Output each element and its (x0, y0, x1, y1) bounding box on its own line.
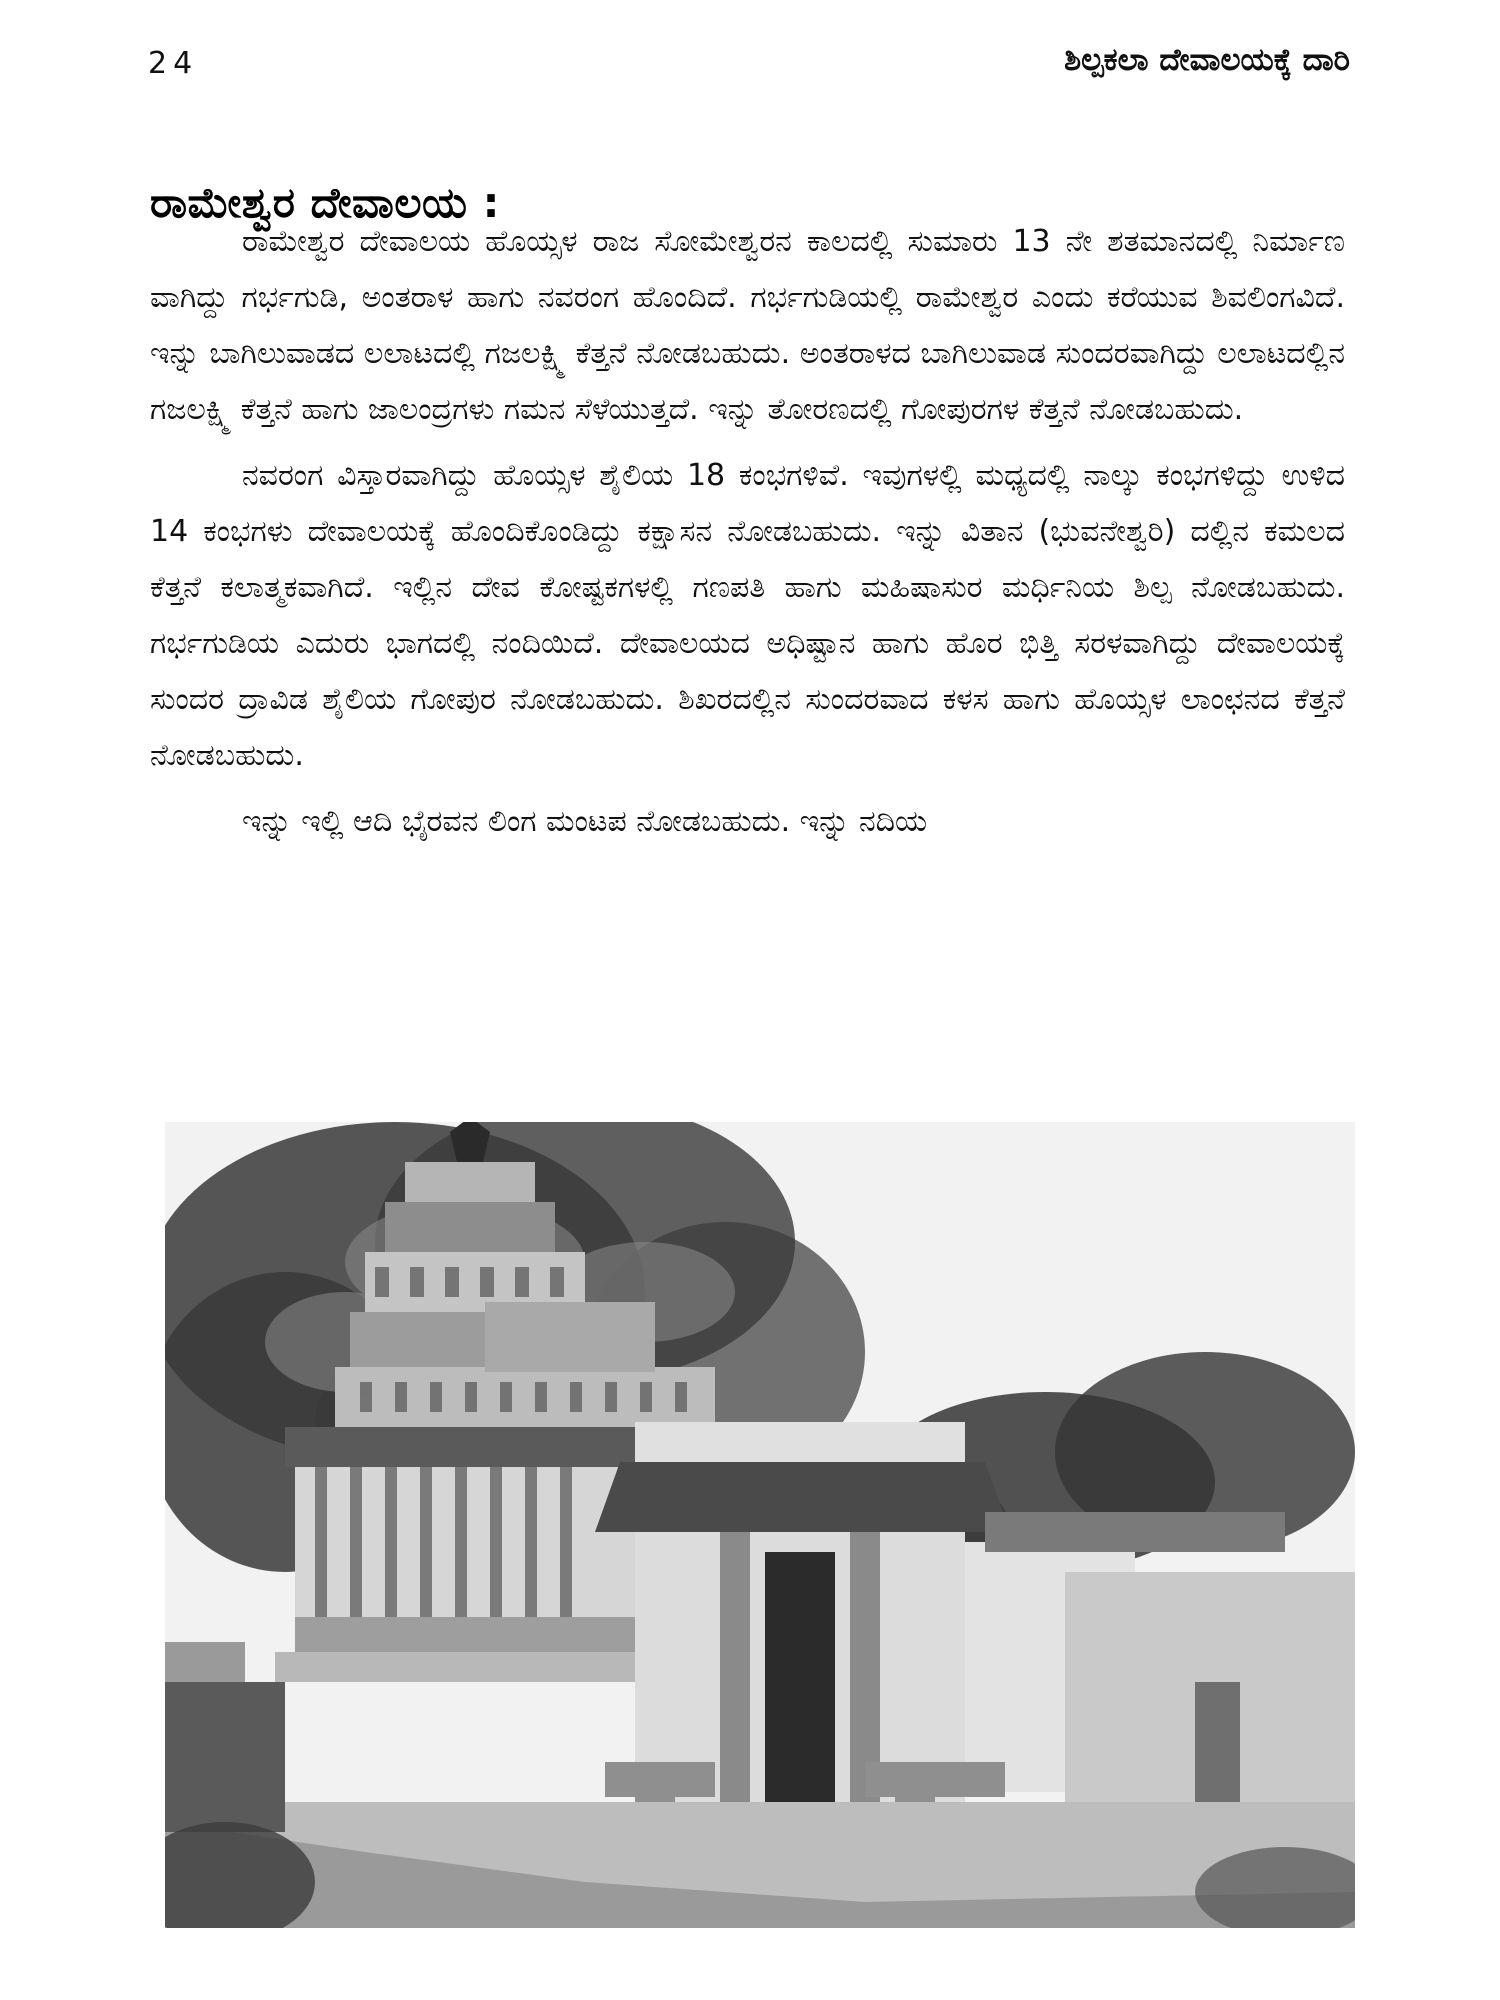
section-heading: ರಾಮೇಶ್ವರ ದೇವಾಲಯ : (150, 178, 500, 228)
temple-photo-illustration (165, 1122, 1355, 1928)
body-text (150, 214, 1345, 860)
temple-photo (165, 1122, 1355, 1928)
paragraph: ನವರಂಗ ವಿಸ್ತಾರವಾಗಿದ್ದು ಹೊಯ್ಸಳ ಶೈಲಿಯ 18 ಕಂಭಗಳಿವೆ. ಇವುಗಳಲ್ಲಿ ಮಧ್ಯದಲ್ಲಿ ನಾಲ್ಕು ಕಂಭಗಳಿದ್ದು ಉಳಿದ 14 ಕಂಭಗಳು ದೇವಾಲಯಕ್ಕೆ ಹೊಂದಿಕೊಂಡಿದ್ದು ಕಕ್ಷಾಸನ ನೋಡಬಹುದು. ಇನ್ನು ವಿತಾನ (ಭುವನೇಶ್ವರಿ) ದಲ್ಲಿನ ಕಮಲದ ಕೆತ್ತನೆ ಕಲಾತ್ಮಕವಾಗಿದೆ. ಇಲ್ಲಿನ ದೇವ ಕೋಷ್ಟಕಗಳಲ್ಲಿ ಗಣಪತಿ ಹಾಗು ಮಹಿಷಾಸುರ ಮರ್ಧಿನಿಯ ಶಿಲ್ಪ ನೋಡಬಹುದು. ಗರ್ಭಗುಡಿಯ ಎದುರು ಭಾಗದಲ್ಲಿ ನಂದಿಯಿದೆ. ದೇವಾಲಯದ ಅಧಿಷ್ಟಾನ ಹಾಗು ಹೊರ ಭಿತ್ತಿ ಸರಳವಾಗಿದ್ದು ದೇವಾಲಯಕ್ಕೆ ಸುಂದರ ದ್ರಾವಿಡ ಶೈಲಿಯ ಗೋಪುರ ನೋಡಬಹುದು. ಶಿಖರದಲ್ಲಿನ ಸುಂದರವಾದ ಕಳಸ ಹಾಗು ಹೊಯ್ಸಳ ಲಾಂಛನದ ಕೆತ್ತನೆ ನೋಡಬಹುದು. (150, 458, 1345, 773)
running-header: ಶಿಲ್ಪಕಲಾ ದೇವಾಲಯಕ್ಕೆ ದಾರಿ (1064, 42, 1350, 78)
paragraph: ರಾಮೇಶ್ವರ ದೇವಾಲಯ ಹೊಯ್ಸಳ ರಾಜ ಸೋಮೇಶ್ವರನ ಕಾಲದಲ್ಲಿ ಸುಮಾರು 13 ನೇ ಶತಮಾನದಲ್ಲಿ ನಿರ್ಮಾಣ ವಾಗಿದ್ದು ಗರ್ಭಗುಡಿ, ಅಂತರಾಳ ಹಾಗು ನವರಂಗ ಹೊಂದಿದೆ. ಗರ್ಭಗುಡಿಯಲ್ಲಿ ರಾಮೇಶ್ವರ ಎಂದು ಕರೆಯುವ ಶಿವಲಿಂಗವಿದೆ. ಇನ್ನು ಬಾಗಿಲುವಾಡದ ಲಲಾಟದಲ್ಲಿ ಗಜಲಕ್ಷ್ಮಿ ಕೆತ್ತನೆ ನೋಡಬಹುದು. ಅಂತರಾಳದ ಬಾಗಿಲುವಾಡ ಸುಂದರವಾಗಿದ್ದು ಲಲಾಟದಲ್ಲಿನ ಗಜಲಕ್ಷ್ಮಿ ಕೆತ್ತನೆ ಹಾಗು ಜಾಲಂದ್ರಗಳು ಗಮನ ಸೆಳೆಯುತ್ತದೆ. ಇನ್ನು ತೋರಣದಲ್ಲಿ ಗೋಪುರಗಳ ಕೆತ್ತನೆ ನೋಡಬಹುದು. (150, 224, 1345, 427)
page-number: 24 (148, 46, 199, 81)
paragraph: ಇನ್ನು ಇಲ್ಲಿ ಆದಿ ಭೈರವನ ಲಿಂಗ ಮಂಟಪ ನೋಡಬಹುದು. ಇನ್ನು ನದಿಯ (242, 804, 928, 839)
